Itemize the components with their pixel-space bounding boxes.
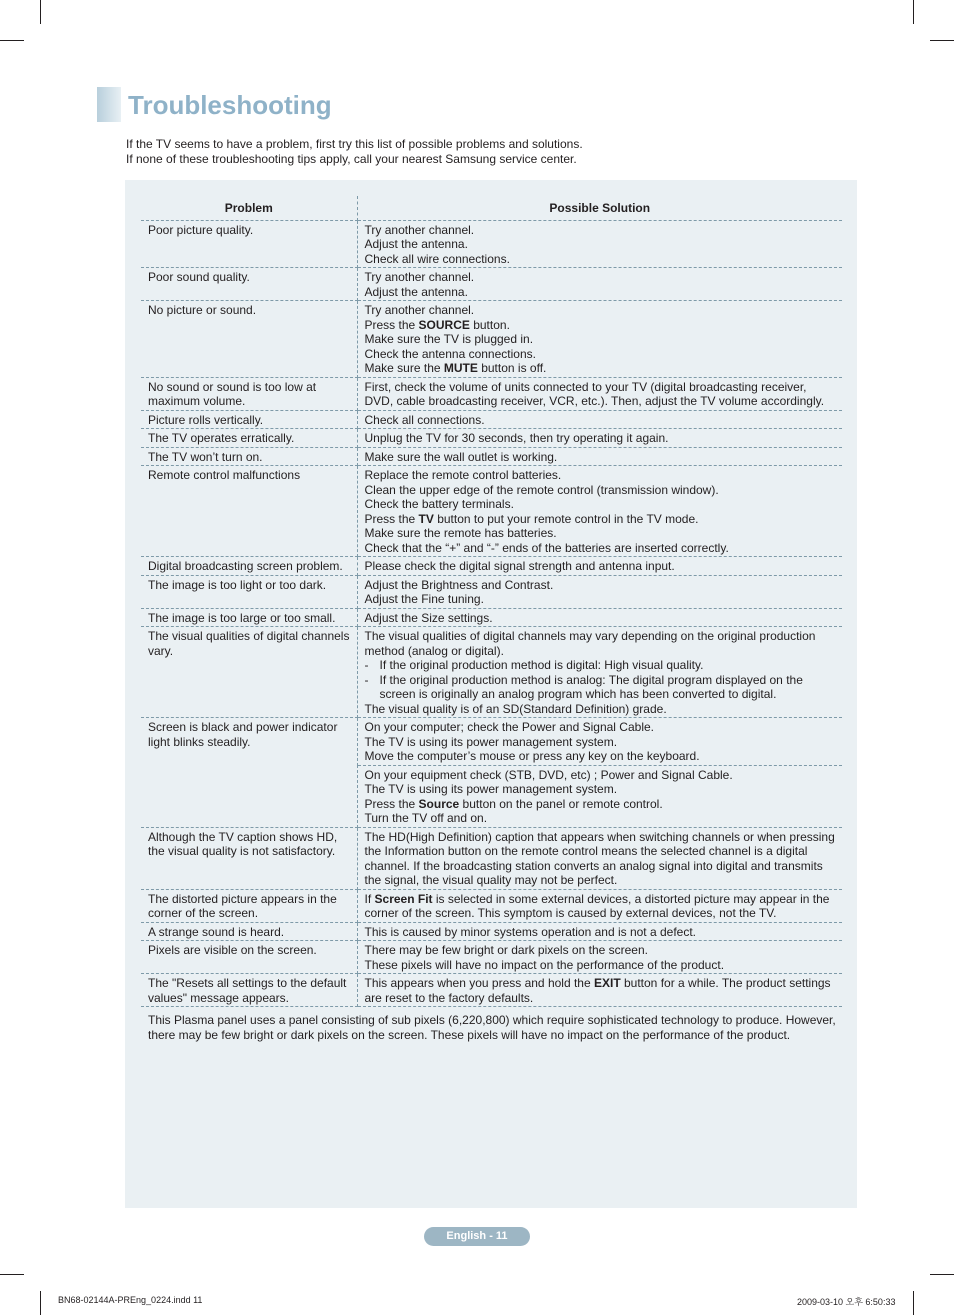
- solution-text: If the original production method is digital: High visual quality.: [379, 658, 704, 672]
- solution-line: [365, 943, 837, 958]
- solution-text: Check that the “+” and “-” ends of the batteries are inserted correctly.: [364, 540, 729, 555]
- title-accent-bar: [97, 87, 121, 122]
- solution-text: On your computer; check the Power and Signal Cable.: [364, 720, 654, 734]
- solution-cell: [357, 608, 842, 627]
- page-title: Troubleshooting: [128, 90, 332, 120]
- solution-cell: [357, 827, 842, 889]
- table-row: [141, 301, 842, 378]
- header-solution: Possible Solution: [357, 196, 842, 220]
- crop-mark: [40, 0, 41, 24]
- solution-line: [365, 629, 837, 658]
- solution-cell: [357, 429, 842, 448]
- solution-cell: [357, 447, 842, 466]
- solution-text: Please check the digital signal strength and antenna input.: [364, 559, 675, 573]
- solution-text: Check the battery terminals.: [364, 497, 514, 511]
- solution-text: Check the antenna connections.: [364, 346, 536, 361]
- table-row: [141, 410, 842, 429]
- table-row: [141, 974, 842, 1007]
- table-row: [141, 429, 842, 448]
- solution-text: If: [364, 891, 375, 906]
- bullet-dash: -: [364, 658, 369, 672]
- solution-text: Check all wire connections.: [364, 251, 510, 266]
- note-row: [141, 1007, 842, 1044]
- solution-line: [365, 559, 837, 574]
- solution-line: [365, 958, 837, 973]
- solution-text: Unplug the TV for 30 seconds, then try operating it again.: [364, 431, 669, 445]
- solution-line: [365, 303, 837, 318]
- solution-keyword: Source: [418, 796, 460, 811]
- solution-text: The TV is using its power management system.: [364, 782, 618, 796]
- solution-line: [365, 768, 837, 783]
- solution-cell: [357, 922, 842, 941]
- crop-mark: [930, 40, 954, 41]
- problem-cell: Digital broadcasting screen problem.: [141, 557, 357, 576]
- problem-cell: The TV operates erratically.: [141, 429, 357, 448]
- table-row: [141, 608, 842, 627]
- solution-line: [365, 797, 837, 812]
- print-slug-right: 2009-03-10 오후 6:50:33: [797, 1297, 896, 1307]
- solution-line: [365, 413, 837, 428]
- solution-cell: [357, 889, 842, 922]
- problem-cell: Poor sound quality.: [141, 268, 357, 301]
- solution-line: [365, 380, 837, 409]
- problem-cell: Although the TV caption shows HD, the visual quality is not satisfactory.: [141, 827, 357, 889]
- crop-mark: [913, 0, 914, 24]
- solution-text: Try another channel.: [364, 222, 475, 237]
- solution-keyword: TV: [418, 511, 434, 526]
- solution-line: [365, 578, 837, 593]
- crop-mark: [0, 40, 24, 41]
- table-row: [141, 575, 842, 608]
- solution-bullet-line: [365, 658, 837, 673]
- solution-text: Press the: [364, 511, 419, 526]
- problem-cell: The distorted picture appears in the corner of the screen.: [141, 889, 357, 922]
- crop-mark: [0, 1274, 24, 1275]
- page-number-badge: English - 11: [424, 1227, 530, 1246]
- solution-text: Press the: [364, 317, 419, 332]
- solution-text: button is off.: [477, 361, 547, 375]
- solution-text: Adjust the Size settings.: [364, 610, 493, 625]
- solution-cell: [357, 220, 842, 268]
- table-row: [141, 718, 842, 766]
- solution-line: [365, 318, 837, 333]
- solution-text: button.: [469, 317, 510, 332]
- solution-cell: [357, 765, 842, 827]
- solution-line: [365, 735, 837, 750]
- solution-text: There may be few bright or dark pixels on the screen.: [364, 943, 648, 957]
- solution-text: If the original production method is analog: The digital program displayed on the screen is originally an analog program which has been converted to digital.: [379, 672, 803, 701]
- problem-cell: No picture or sound.: [141, 301, 357, 378]
- solution-text: Adjust the antenna.: [364, 284, 468, 299]
- print-slug-left: BN68-02144A-PREng_0224.indd 11: [58, 1295, 203, 1305]
- solution-line: [365, 431, 837, 446]
- solution-line: [365, 702, 837, 717]
- solution-text: Make sure the wall outlet is working.: [364, 449, 558, 464]
- solution-text: Adjust the Fine tuning.: [364, 592, 484, 606]
- table-row: [141, 447, 842, 466]
- table-row: [141, 922, 842, 941]
- solution-cell: [357, 466, 842, 557]
- solution-text: button on the panel or remote control.: [459, 796, 663, 811]
- table-row: [141, 466, 842, 557]
- solution-text: Make sure the remote has batteries.: [364, 526, 557, 540]
- solution-text: button to put your remote control in the TV mode.: [433, 511, 699, 526]
- intro-line: If none of these troubleshooting tips apply, call your nearest Samsung service center.: [126, 152, 577, 166]
- table-row: [141, 557, 842, 576]
- solution-cell: [357, 377, 842, 410]
- table-row: [141, 627, 842, 718]
- solution-text: These pixels will have no impact on the performance of the product.: [364, 957, 725, 972]
- table-header-row: [141, 196, 842, 220]
- table-body: [141, 220, 842, 1043]
- intro-line: If the TV seems to have a problem, first try this list of possible problems and solutions.: [126, 137, 583, 151]
- problem-cell: The TV won’t turn on.: [141, 447, 357, 466]
- header-problem: Problem: [141, 196, 357, 220]
- solution-text: Adjust the Brightness and Contrast.: [364, 577, 554, 592]
- solution-line: [365, 830, 837, 888]
- solution-cell: [357, 410, 842, 429]
- bullet-dash: -: [364, 672, 369, 687]
- solution-keyword: MUTE: [443, 361, 478, 375]
- problem-cell: The visual qualities of digital channels vary.: [141, 627, 357, 718]
- solution-line: [365, 526, 837, 541]
- table-row: [141, 377, 842, 410]
- solution-keyword: EXIT: [593, 976, 621, 990]
- table-row: [141, 268, 842, 301]
- solution-line: [365, 541, 837, 556]
- solution-text: The visual quality is of an SD(Standard Definition) grade.: [364, 701, 667, 716]
- plasma-note: This Plasma panel uses a panel consisting of sub pixels (6,220,800) which require sophisticated technology to produce. However, there may be few bright or dark pixels on the screen. These pixels will have no impact on the performance of the product.: [148, 1013, 836, 1042]
- problem-cell: The "Resets all settings to the default values" message appears.: [141, 974, 357, 1007]
- solution-line: [365, 347, 837, 362]
- problem-cell: Remote control malfunctions: [141, 466, 357, 557]
- solution-text: Move the computer’s mouse or press any key on the keyboard.: [364, 749, 700, 763]
- problem-cell: Poor picture quality.: [141, 220, 357, 268]
- solution-keyword: SOURCE: [418, 317, 470, 332]
- solution-cell: [357, 627, 842, 718]
- solution-cell: [357, 575, 842, 608]
- solution-text: The visual qualities of digital channels may vary depending on the original production method (analog or digital).: [364, 629, 816, 658]
- solution-text: Make sure the TV is plugged in.: [364, 332, 534, 346]
- solution-cell: [357, 974, 842, 1007]
- solution-cell: [357, 268, 842, 301]
- solution-line: [365, 252, 837, 267]
- troubleshooting-table: [141, 196, 842, 1043]
- table-row: [141, 941, 842, 974]
- solution-line: [365, 450, 837, 465]
- solution-text: This is caused by minor systems operation and is not a defect.: [364, 924, 696, 939]
- problem-cell: No sound or sound is too low at maximum volume.: [141, 377, 357, 410]
- problem-cell: A strange sound is heard.: [141, 922, 357, 941]
- solution-text: Make sure the: [364, 361, 444, 375]
- solution-line: [365, 892, 837, 921]
- solution-line: [365, 332, 837, 347]
- solution-cell: [357, 301, 842, 378]
- solution-line: [365, 468, 837, 483]
- solution-line: [365, 749, 837, 764]
- solution-line: [365, 237, 837, 252]
- solution-text: Check all connections.: [364, 412, 485, 427]
- problem-cell: Picture rolls vertically.: [141, 410, 357, 429]
- crop-mark: [40, 1291, 41, 1315]
- solution-line: [365, 512, 837, 527]
- solution-text: The HD(High Definition) caption that appears when switching channels or when pressing the Information button on the remote control means the selected channel is a digital channel. If the broadcasting station converts an analog signal into digital and transmits the signal, the visual quality may not be perfect.: [364, 829, 835, 887]
- solution-text: This appears when you press and hold the: [364, 976, 594, 990]
- solution-text: Adjust the antenna.: [364, 237, 468, 251]
- solution-line: [365, 976, 837, 1005]
- crop-mark: [930, 1274, 954, 1275]
- solution-line: [365, 223, 837, 238]
- solution-text: Replace the remote control batteries.: [364, 468, 562, 482]
- crop-mark: [913, 1291, 914, 1315]
- solution-line: [365, 782, 837, 797]
- solution-cell: [357, 557, 842, 576]
- problem-cell: Screen is black and power indicator light blinks steadily.: [141, 718, 357, 828]
- intro-text: [126, 137, 846, 167]
- solution-text: Try another channel.: [364, 303, 475, 317]
- solution-line: [365, 811, 837, 826]
- solution-line: [365, 361, 837, 376]
- solution-text: On your equipment check (STB, DVD, etc) ; Power and Signal Cable.: [364, 767, 733, 782]
- solution-text: Try another channel.: [364, 270, 475, 284]
- solution-bullet-line: [365, 673, 837, 702]
- problem-cell: The image is too light or too dark.: [141, 575, 357, 608]
- solution-text: button for a while. The product settings are reset to the factory defaults.: [364, 976, 831, 1005]
- table-row: [141, 827, 842, 889]
- solution-text: Clean the upper edge of the remote control (transmission window).: [364, 482, 719, 497]
- solution-line: [365, 270, 837, 285]
- solution-cell: [357, 941, 842, 974]
- solution-text: First, check the volume of units connected to your TV (digital broadcasting receiver, DVD, cable broadcasting receiver, VCR, etc.). Then, adjust the TV volume accordingly.: [364, 379, 825, 408]
- table-row: [141, 220, 842, 268]
- solution-line: [365, 497, 837, 512]
- solution-text: is selected in some external devices, a distorted picture may appear in the corner of the screen. This symptom is caused by external devices, not the TV.: [364, 891, 830, 920]
- problem-cell: Pixels are visible on the screen.: [141, 941, 357, 974]
- solution-line: [365, 925, 837, 940]
- solution-text: Press the: [364, 796, 419, 811]
- solution-line: [365, 285, 837, 300]
- table-row: [141, 889, 842, 922]
- solution-line: [365, 720, 837, 735]
- solution-cell: [357, 718, 842, 766]
- solution-keyword: Screen Fit: [374, 891, 433, 906]
- solution-line: [365, 483, 837, 498]
- problem-cell: The image is too large or too small.: [141, 608, 357, 627]
- solution-text: Turn the TV off and on.: [364, 811, 488, 825]
- solution-line: [365, 611, 837, 626]
- solution-line: [365, 592, 837, 607]
- solution-text: The TV is using its power management system.: [364, 734, 618, 749]
